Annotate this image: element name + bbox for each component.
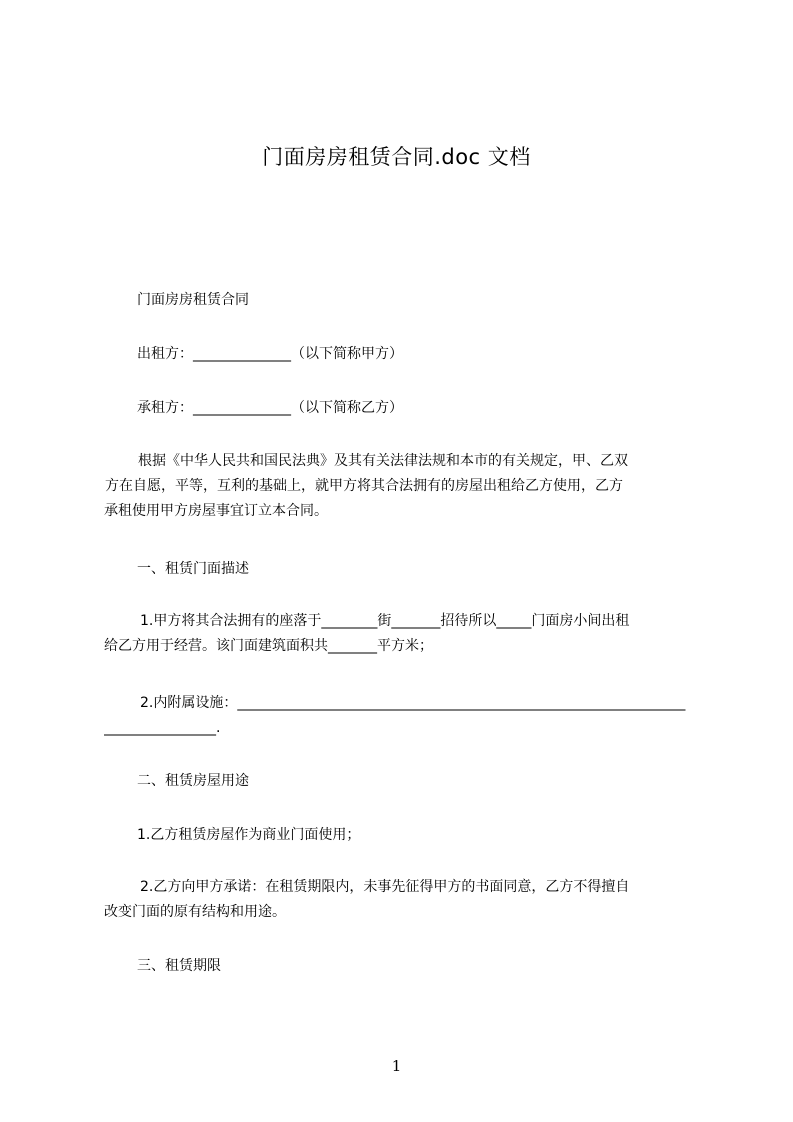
intro-line-1: 根据《中华人民共和国民法典》及其有关法律法规和本市的有关规定，甲、乙双: [138, 452, 628, 469]
section-1-item-2-line-1: 2.内附属设施：________________________________________________________________: [140, 694, 686, 711]
intro-line-2: 方在自愿，平等，互利的基础上，就甲方将其合法拥有的房屋出租给乙方使用，乙方: [105, 477, 623, 494]
section-2-item-2: [104, 874, 704, 924]
section-1-item-1-line-2: 给乙方用于经营。该门面建筑面积共_______平方米；: [104, 637, 433, 654]
section-2-item-2-line-2: 改变门面的原有结构和用途。: [104, 903, 286, 920]
section-1-heading: 一、租赁门面描述: [137, 561, 249, 577]
intro-paragraph: [104, 448, 704, 523]
contract-subtitle: 门面房房租赁合同: [137, 292, 249, 308]
section-2-heading: 二、租赁房屋用途: [137, 773, 249, 789]
section-1-item-2: [104, 690, 702, 740]
section-1-item-1-line-1: 1.甲方将其合法拥有的座落于________街_______招待所以_____门面房小间出租: [140, 612, 630, 629]
lessee-line: 承租方：______________（以下简称乙方）: [137, 400, 403, 416]
section-2-item-1: 1.乙方租赁房屋作为商业门面使用；: [137, 827, 361, 843]
lessor-line: 出租方：______________（以下简称甲方）: [137, 346, 403, 362]
document-title: 门面房房租赁合同.doc 文档: [262, 145, 531, 169]
intro-line-3: 承租使用甲方房屋事宜订立本合同。: [104, 502, 328, 519]
section-1-item-1: [104, 608, 704, 658]
section-3-heading: 三、租赁期限: [137, 958, 221, 974]
section-1-item-2-line-2: ________________.: [104, 719, 221, 736]
section-2-item-2-line-1: 2.乙方向甲方承诺：在租赁期限内，未事先征得甲方的书面同意，乙方不得擅自: [140, 878, 630, 895]
page-number: 1: [391, 1057, 402, 1075]
